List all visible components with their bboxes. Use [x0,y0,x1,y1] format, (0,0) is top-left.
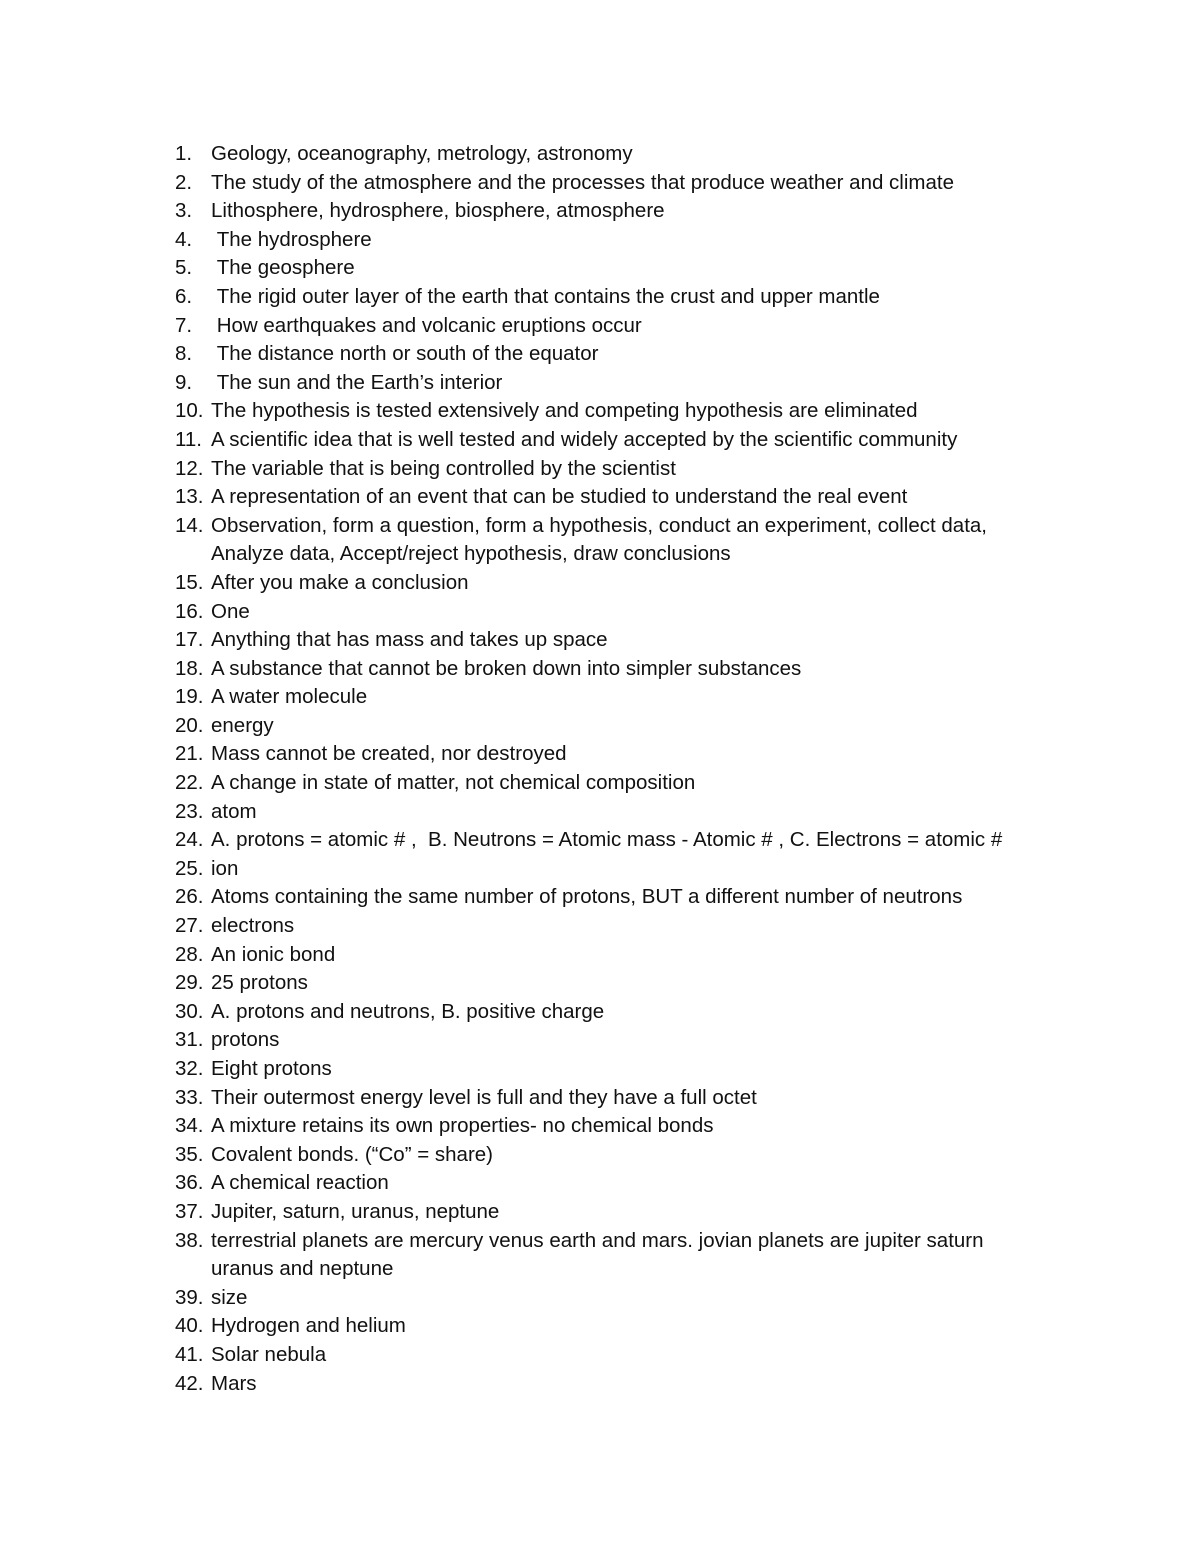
answer-number: 24. [175,828,204,852]
answer-number: 20. [175,713,204,737]
answer-number: 23. [175,799,204,823]
answer-item [175,1084,1075,1113]
answer-item [175,740,1075,769]
answer-number: 40. [175,1314,204,1338]
answer-number: 5. [175,256,193,280]
answer-number: 36. [175,1171,204,1195]
answer-text: A change in state of matter, not chemical composition [211,771,696,795]
answer-text: Mass cannot be created, nor destroyed [211,742,567,766]
answer-text: Geology, oceanography, metrology, astronomy [211,142,633,165]
answer-item [175,1341,1075,1370]
answer-item [175,169,1075,198]
answer-text: size [211,1285,248,1309]
answer-number: 10. [175,399,204,423]
answer-number: 21. [175,742,204,766]
answer-item [175,455,1075,484]
answer-text: The hydrosphere [211,227,372,251]
answer-number: 26. [175,885,204,909]
answer-item [175,1198,1075,1227]
answer-item [175,1284,1075,1313]
answer-number: 41. [175,1342,204,1366]
answer-item [175,254,1075,283]
answer-number: 17. [175,628,204,652]
answer-text: The variable that is being controlled by the scientist [211,456,676,480]
answer-item [175,340,1075,369]
answer-number: 27. [175,914,204,938]
answer-text: Eight protons [211,1057,332,1080]
answer-item [175,855,1075,884]
answer-text: Solar nebula [211,1342,327,1366]
answer-number: 13. [175,485,204,509]
answer-number: 37. [175,1199,204,1223]
answer-item [175,1227,1075,1284]
answer-item [175,512,1075,569]
answer-text: Atoms containing the same number of protons, BUT a different number of neutrons [211,885,963,909]
answer-text: A substance that cannot be broken down into simpler substances [211,656,802,680]
answer-item [175,655,1075,684]
answer-number: 12. [175,456,204,480]
answer-item [175,1141,1075,1170]
answer-text: The rigid outer layer of the earth that contains the crust and upper mantle [211,284,880,308]
answer-item [175,140,1075,169]
answer-item [175,1112,1075,1141]
answer-number: 8. [175,342,193,366]
answer-text: The hypothesis is tested extensively and competing hypothesis are eliminated [211,399,918,423]
answer-number: 2. [175,170,193,194]
answer-item [175,969,1075,998]
answer-number: 3. [175,199,193,223]
answer-number: 6. [175,284,193,308]
answer-text: Observation, form a question, form a hypothesis, conduct an experiment, collect data, Analyze data, Accept/reject hypothesis, draw conclusions [211,513,987,566]
answer-item [175,1370,1075,1399]
answer-text: A. protons and neutrons, B. positive charge [211,999,605,1023]
answer-number: 4. [175,227,193,251]
answer-item [175,569,1075,598]
answer-text: The distance north or south of the equator [211,342,599,366]
answer-number: 38. [175,1228,204,1252]
answer-text: An ionic bond [211,942,336,966]
answer-text: The geosphere [211,256,355,280]
answer-number: 25. [175,856,204,880]
answer-number: 33. [175,1085,204,1109]
answer-number: 29. [175,971,204,995]
answer-item [175,626,1075,655]
answer-text: Covalent bonds. (“Co” = share) [211,1142,494,1166]
answer-text: How earthquakes and volcanic eruptions occur [211,313,642,337]
answer-text: Jupiter, saturn, uranus, neptune [211,1199,500,1223]
answer-item [175,483,1075,512]
answer-number: 11. [175,427,202,451]
answer-text: A chemical reaction [211,1171,389,1195]
answer-number: 16. [175,599,204,623]
answer-item [175,1312,1075,1341]
answer-number: 1. [175,142,193,165]
answer-number: 7. [175,313,193,337]
answer-item [175,1026,1075,1055]
answer-text: The study of the atmosphere and the processes that produce weather and climate [211,170,954,194]
answer-number: 30. [175,999,204,1023]
answer-number: 9. [175,370,193,394]
answer-item [175,426,1075,455]
answer-text: A representation of an event that can be studied to understand the real event [211,485,908,509]
answer-item [175,712,1075,741]
answer-item [175,283,1075,312]
answer-number: 35. [175,1142,204,1166]
answer-item [175,998,1075,1027]
answer-item [175,312,1075,341]
answer-item [175,197,1075,226]
answer-item [175,941,1075,970]
answer-item [175,683,1075,712]
answer-text: After you make a conclusion [211,570,469,594]
answer-item [175,226,1075,255]
answer-text: A scientific idea that is well tested and widely accepted by the scientific community [211,427,958,451]
answer-number: 22. [175,771,204,795]
answer-text: energy [211,713,274,737]
answer-text: A water molecule [211,685,368,709]
answer-text: A mixture retains its own properties- no chemical bonds [211,1114,714,1138]
answer-item [175,769,1075,798]
answer-item [175,826,1075,855]
answer-number: 19. [175,685,204,709]
answer-number: 42. [175,1371,204,1395]
answer-list [175,140,1075,1398]
answer-number: 15. [175,570,204,594]
answer-text: The sun and the Earth’s interior [211,370,503,394]
answer-text: 25 protons [211,971,308,995]
answer-text: protons [211,1028,280,1052]
answer-item [175,598,1075,627]
answer-text: atom [211,799,257,823]
answer-number: 28. [175,942,204,966]
answer-item [175,912,1075,941]
answer-text: A. protons = atomic # , B. Neutrons = Atomic mass - Atomic # , C. Electrons = atomic # [211,828,1003,852]
answer-text: electrons [211,914,295,938]
answer-text: Lithosphere, hydrosphere, biosphere, atmosphere [211,199,665,223]
answer-number: 31. [175,1028,204,1052]
answer-item [175,369,1075,398]
answer-number: 18. [175,656,204,680]
answer-item [175,798,1075,827]
answer-text: Mars [211,1371,257,1395]
answer-item [175,1055,1075,1084]
answer-text: ion [211,856,239,880]
answer-text: Hydrogen and helium [211,1314,406,1338]
answer-number: 39. [175,1285,204,1309]
answer-item [175,397,1075,426]
answer-item [175,883,1075,912]
answer-number: 14. [175,513,204,537]
answer-number: 32. [175,1057,204,1080]
answer-text: Their outermost energy level is full and they have a full octet [211,1085,757,1109]
answer-text: One [211,599,250,623]
answer-item [175,1169,1075,1198]
answer-number: 34. [175,1114,204,1138]
answer-text: terrestrial planets are mercury venus earth and mars. jovian planets are jupiter saturn uranus and neptune [211,1228,984,1281]
answer-text: Anything that has mass and takes up space [211,628,608,652]
